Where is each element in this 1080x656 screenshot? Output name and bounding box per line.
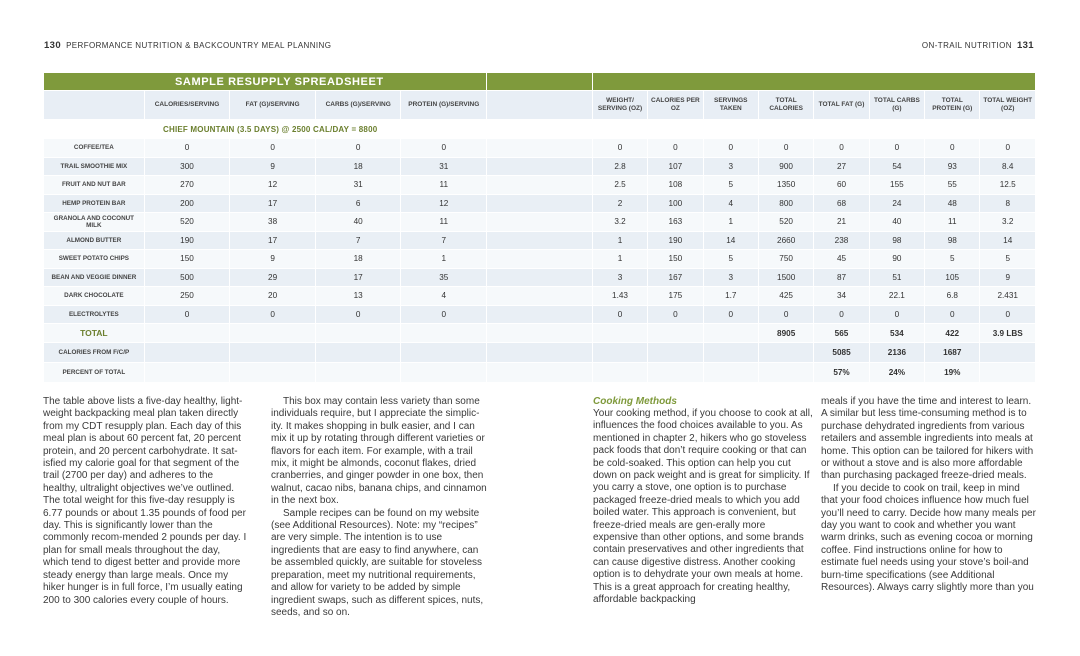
gap-cell <box>487 194 593 213</box>
empty-cell <box>758 343 813 363</box>
total-value-cell: 900 <box>758 157 813 176</box>
gap-cell <box>487 231 593 250</box>
total-value-cell: 0 <box>592 139 647 158</box>
total-value-cell: 2 <box>592 194 647 213</box>
header-total-weight: TOTAL WEIGHT (OZ) <box>980 91 1036 120</box>
total-value-cell: 1.7 <box>703 287 758 306</box>
percent-row <box>44 363 1036 383</box>
gap-cell <box>487 139 593 158</box>
total-value-cell: 107 <box>648 157 703 176</box>
serving-value-cell: 17 <box>315 268 401 287</box>
empty-cell <box>648 324 703 343</box>
total-value-cell: 68 <box>814 194 869 213</box>
total-value-cell: 5 <box>925 250 980 269</box>
total-value-cell: 24 <box>869 194 924 213</box>
serving-value-cell: 35 <box>401 268 487 287</box>
total-value-cell: 0 <box>758 305 813 324</box>
total-value-cell: 87 <box>814 268 869 287</box>
empty-cell <box>144 363 230 383</box>
total-value-cell: 1 <box>592 250 647 269</box>
empty-cell <box>980 363 1036 383</box>
total-protein-value: 422 <box>925 324 980 343</box>
total-value-cell: 2.8 <box>592 157 647 176</box>
serving-value-cell: 11 <box>401 176 487 195</box>
total-value-cell: 5 <box>980 250 1036 269</box>
gap-cell <box>487 287 593 306</box>
body-column-4 <box>821 396 1036 595</box>
total-value-cell: 0 <box>869 139 924 158</box>
total-value-cell: 2.5 <box>592 176 647 195</box>
total-value-cell: 0 <box>980 305 1036 324</box>
total-value-cell: 98 <box>869 231 924 250</box>
total-value-cell: 0 <box>648 139 703 158</box>
food-item-label: ALMOND BUTTER <box>44 231 145 250</box>
total-value-cell: 0 <box>648 305 703 324</box>
column-header-row <box>44 91 1036 120</box>
calories-fcp-row <box>44 343 1036 363</box>
resupply-spreadsheet <box>43 72 1036 383</box>
gap-cell <box>487 250 593 269</box>
body-paragraph: Your cooking method, if you choose to cook at all, influences the food choices available to you. As mentioned in chapter 2, hikers who go stoveless pack foods that don’t require cooking or that can be cold-soaked. This option can help you cut down on pack weight and is great for simplicity. If you carry a stove, one option is to purchase packaged freeze-dried meals to which you add boiled water. This approach is convenient, but freeze-dried meals are gen-erally more expensive than other options, and some brands contain preservatives and other ingredients that can cause digestive distress. Another cooking option is to dehydrate your own meals at home. This is a great approach for creating healthy, affordable backpacking <box>593 408 813 606</box>
total-value-cell: 190 <box>648 231 703 250</box>
empty-cell <box>401 324 487 343</box>
total-value-cell: 155 <box>869 176 924 195</box>
empty-cell <box>980 343 1036 363</box>
body-paragraph: This box may contain less variety than some individuals require, but I appreciate the simplic-ity. It makes shopping in bulk easier, and I can mix it up by rotating through different varieties or flavors for each item. For example, with a trail mix, it might be almonds, coconut flakes, dried cranberries, and ginger powder in one box, then walnut, cacao nibs, banana chips, and cinnamon in the next box. <box>271 396 487 507</box>
serving-value-cell: 0 <box>230 305 316 324</box>
total-value-cell: 175 <box>648 287 703 306</box>
food-item-label: COFFEE/TEA <box>44 139 145 158</box>
body-paragraph: If you decide to cook on trail, keep in mind that your food choices influence how much fuel you’ll need to carry. Decide how many meals per day you want to cook and whether you want warm drinks, such as evening cocoa or morning coffee. Find instructions online for how to estimate fuel needs using your stove’s boil-and burn-time specifications (see Additional Resources). Always carry slightly more than you <box>821 482 1036 594</box>
serving-value-cell: 12 <box>230 176 316 195</box>
table-row <box>44 268 1036 287</box>
percent-fat-value: 57% <box>814 363 869 383</box>
total-value-cell: 12.5 <box>980 176 1036 195</box>
table-row <box>44 250 1036 269</box>
total-value-cell: 6.8 <box>925 287 980 306</box>
total-value-cell: 0 <box>869 305 924 324</box>
gap-cell <box>487 157 593 176</box>
serving-value-cell: 20 <box>230 287 316 306</box>
serving-value-cell: 18 <box>315 250 401 269</box>
empty-cell <box>230 363 316 383</box>
serving-value-cell: 150 <box>144 250 230 269</box>
subheader-gap-cell <box>487 120 593 139</box>
table-row <box>44 176 1036 195</box>
total-value-cell: 1 <box>703 213 758 232</box>
empty-cell <box>487 363 593 383</box>
empty-cell <box>703 324 758 343</box>
total-value-cell: 0 <box>703 139 758 158</box>
table-row <box>44 213 1036 232</box>
empty-cell <box>648 343 703 363</box>
section-heading-cooking-methods: Cooking Methods <box>593 396 677 407</box>
total-value-cell: 163 <box>648 213 703 232</box>
title-right-cell <box>592 73 1035 91</box>
empty-cell <box>315 324 401 343</box>
serving-value-cell: 0 <box>315 305 401 324</box>
total-value-cell: 425 <box>758 287 813 306</box>
gap-cell <box>487 268 593 287</box>
total-value-cell: 22.1 <box>869 287 924 306</box>
total-weight-value: 3.9 LBS <box>980 324 1036 343</box>
serving-value-cell: 190 <box>144 231 230 250</box>
total-value-cell: 2660 <box>758 231 813 250</box>
header-total-fat: TOTAL FAT (G) <box>814 91 869 120</box>
total-value-cell: 1 <box>592 231 647 250</box>
serving-value-cell: 0 <box>401 139 487 158</box>
total-value-cell: 0 <box>925 305 980 324</box>
body-column-1 <box>43 396 248 607</box>
serving-value-cell: 9 <box>230 157 316 176</box>
serving-value-cell: 38 <box>230 213 316 232</box>
total-value-cell: 40 <box>869 213 924 232</box>
total-value-cell: 45 <box>814 250 869 269</box>
total-value-cell: 11 <box>925 213 980 232</box>
gap-cell <box>487 176 593 195</box>
total-value-cell: 54 <box>869 157 924 176</box>
serving-value-cell: 13 <box>315 287 401 306</box>
total-value-cell: 3.2 <box>980 213 1036 232</box>
left-running-header <box>44 40 331 51</box>
table-row <box>44 305 1036 324</box>
total-value-cell: 14 <box>980 231 1036 250</box>
total-row <box>44 324 1036 343</box>
calories-protein-value: 1687 <box>925 343 980 363</box>
header-carbs-serving: CARBS (G)/SERVING <box>315 91 401 120</box>
total-value-cell: 1500 <box>758 268 813 287</box>
body-paragraph: The table above lists a five-day healthy, light-weight backpacking meal plan taken directly from my CDT resupply plan. Each day of this meal plan is about 60 percent fat, 20 percent protein, and 20 percent carbohydrate. It sat-isfied my calorie goal for that segment of the trail (2700 per day) and adheres to the healthy, ultralight objectives we’ve outlined. The total weight for this five-day resupply is 6.77 pounds or about 1.35 pounds of food per day. This is significantly lower than the commonly recom-mended 2 pounds per day. I plan for small meals throughout the day, which tend to digest better and provide more steady energy than large meals. Once my hiker hunger is in full force, I’m usually eating 200 to 300 calories every couple of hours. <box>43 396 247 606</box>
calories-fat-value: 5085 <box>814 343 869 363</box>
total-value-cell: 1350 <box>758 176 813 195</box>
right-running-header <box>922 40 1034 51</box>
total-value-cell: 0 <box>703 305 758 324</box>
table-row <box>44 231 1036 250</box>
total-value-cell: 27 <box>814 157 869 176</box>
serving-value-cell: 31 <box>401 157 487 176</box>
header-gap-cell <box>487 91 593 120</box>
total-value-cell: 93 <box>925 157 980 176</box>
serving-value-cell: 29 <box>230 268 316 287</box>
total-value-cell: 8 <box>980 194 1036 213</box>
serving-value-cell: 9 <box>230 250 316 269</box>
total-value-cell: 98 <box>925 231 980 250</box>
header-calories-serving: CALORIES/SERVING <box>144 91 230 120</box>
serving-value-cell: 500 <box>144 268 230 287</box>
header-total-calories: TOTAL CALORIES <box>758 91 813 120</box>
total-value-cell: 8.4 <box>980 157 1036 176</box>
total-value-cell: 108 <box>648 176 703 195</box>
empty-cell <box>144 343 230 363</box>
total-value-cell: 51 <box>869 268 924 287</box>
percent-label: PERCENT OF TOTAL <box>44 363 145 383</box>
total-value-cell: 0 <box>592 305 647 324</box>
total-value-cell: 0 <box>814 139 869 158</box>
body-paragraph: Sample recipes can be found on my website (see Additional Resources). Note: my “recipes” are very simple. The intention is to use ingredients that are easy to find anywhere, can be assembled quickly, are suitable for stoveless preparation, meet my nutritional requirements, and allow for variety to be added by simple ingredient swaps, such as different spices, nuts, seeds, and so on. <box>271 507 484 618</box>
total-value-cell: 0 <box>980 139 1036 158</box>
serving-value-cell: 18 <box>315 157 401 176</box>
subheader-right-cell <box>592 120 1035 139</box>
empty-cell <box>487 324 593 343</box>
total-value-cell: 34 <box>814 287 869 306</box>
left-page-number: 130 <box>44 40 62 51</box>
serving-value-cell: 12 <box>401 194 487 213</box>
food-item-label: SWEET POTATO CHIPS <box>44 250 145 269</box>
serving-value-cell: 270 <box>144 176 230 195</box>
resupply-subheader: CHIEF MOUNTAIN (3.5 DAYS) @ 2500 CAL/DAY = 8800 <box>44 120 487 139</box>
table-row <box>44 157 1036 176</box>
empty-cell <box>592 324 647 343</box>
empty-cell <box>703 343 758 363</box>
serving-value-cell: 7 <box>315 231 401 250</box>
total-value-cell: 3 <box>592 268 647 287</box>
table-row <box>44 287 1036 306</box>
serving-value-cell: 11 <box>401 213 487 232</box>
serving-value-cell: 0 <box>315 139 401 158</box>
empty-cell <box>703 363 758 383</box>
total-value-cell: 0 <box>758 139 813 158</box>
spreadsheet-title: SAMPLE RESUPPLY SPREADSHEET <box>44 73 487 91</box>
serving-value-cell: 200 <box>144 194 230 213</box>
serving-value-cell: 17 <box>230 231 316 250</box>
empty-cell <box>144 324 230 343</box>
header-servings-taken: SERVINGS TAKEN <box>703 91 758 120</box>
title-gap-cell <box>487 73 593 91</box>
total-value-cell: 48 <box>925 194 980 213</box>
total-value-cell: 238 <box>814 231 869 250</box>
total-value-cell: 3.2 <box>592 213 647 232</box>
food-item-label: ELECTROLYTES <box>44 305 145 324</box>
serving-value-cell: 0 <box>144 139 230 158</box>
empty-cell <box>648 363 703 383</box>
total-value-cell: 5 <box>703 176 758 195</box>
gap-cell <box>487 213 593 232</box>
serving-value-cell: 4 <box>401 287 487 306</box>
total-value-cell: 60 <box>814 176 869 195</box>
header-fat-serving: FAT (G)/SERVING <box>230 91 316 120</box>
total-value-cell: 9 <box>980 268 1036 287</box>
total-value-cell: 520 <box>758 213 813 232</box>
serving-value-cell: 1 <box>401 250 487 269</box>
gap-cell <box>487 305 593 324</box>
body-paragraph: meals if you have the time and interest to learn. A similar but less time-consuming method is to purchase dehydrated ingredients from various retailers and assemble ingredients into meals at home. This option can be tailored for hikers with or without a stove and is also more affordable than purchasing packaged freeze-dried meals. <box>821 396 1034 482</box>
spreadsheet-title-row <box>44 73 1036 91</box>
total-calories-value: 8905 <box>758 324 813 343</box>
subheader-row <box>44 120 1036 139</box>
serving-value-cell: 250 <box>144 287 230 306</box>
food-item-label: DARK CHOCOLATE <box>44 287 145 306</box>
empty-cell <box>230 324 316 343</box>
total-carbs-value: 534 <box>869 324 924 343</box>
body-column-3 <box>593 396 813 607</box>
total-value-cell: 105 <box>925 268 980 287</box>
total-value-cell: 3 <box>703 268 758 287</box>
header-total-protein: TOTAL PROTEIN (G) <box>925 91 980 120</box>
total-value-cell: 90 <box>869 250 924 269</box>
right-page-number: 131 <box>1016 40 1034 51</box>
header-total-carbs: TOTAL CARBS (G) <box>869 91 924 120</box>
right-running-title: ON-TRAIL NUTRITION <box>921 41 1012 50</box>
serving-value-cell: 7 <box>401 231 487 250</box>
total-value-cell: 14 <box>703 231 758 250</box>
body-column-2 <box>271 396 491 619</box>
serving-value-cell: 300 <box>144 157 230 176</box>
header-protein-serving: PROTEIN (G)/SERVING <box>401 91 487 120</box>
empty-cell <box>315 363 401 383</box>
total-value-cell: 167 <box>648 268 703 287</box>
food-item-label: GRANOLA AND COCONUT MILK <box>44 213 145 232</box>
total-value-cell: 21 <box>814 213 869 232</box>
total-value-cell: 1.43 <box>592 287 647 306</box>
serving-value-cell: 0 <box>401 305 487 324</box>
serving-value-cell: 40 <box>315 213 401 232</box>
empty-cell <box>592 363 647 383</box>
total-fat-value: 565 <box>814 324 869 343</box>
serving-value-cell: 0 <box>230 139 316 158</box>
header-weight-serving: WEIGHT/ SERVING (OZ) <box>592 91 647 120</box>
total-value-cell: 100 <box>648 194 703 213</box>
total-value-cell: 3 <box>703 157 758 176</box>
food-item-label: BEAN AND VEGGIE DINNER <box>44 268 145 287</box>
empty-cell <box>487 343 593 363</box>
serving-value-cell: 17 <box>230 194 316 213</box>
serving-value-cell: 6 <box>315 194 401 213</box>
empty-cell <box>758 363 813 383</box>
empty-cell <box>592 343 647 363</box>
total-value-cell: 4 <box>703 194 758 213</box>
serving-value-cell: 31 <box>315 176 401 195</box>
serving-value-cell: 0 <box>144 305 230 324</box>
header-label-cell <box>44 91 145 120</box>
total-value-cell: 750 <box>758 250 813 269</box>
percent-protein-value: 19% <box>925 363 980 383</box>
food-item-label: TRAIL SMOOTHIE MIX <box>44 157 145 176</box>
food-item-label: FRUIT AND NUT BAR <box>44 176 145 195</box>
total-value-cell: 0 <box>925 139 980 158</box>
header-calories-per-oz: CALORIES PER OZ <box>648 91 703 120</box>
table-row <box>44 194 1036 213</box>
table-row <box>44 139 1036 158</box>
calories-fcp-label: CALORIES FROM F/C/P <box>44 343 145 363</box>
empty-cell <box>315 343 401 363</box>
empty-cell <box>401 343 487 363</box>
total-label: TOTAL <box>44 324 145 343</box>
total-value-cell: 5 <box>703 250 758 269</box>
left-running-title: PERFORMANCE NUTRITION & BACKCOUNTRY MEAL PLANNING <box>66 41 332 50</box>
percent-carbs-value: 24% <box>869 363 924 383</box>
total-value-cell: 55 <box>925 176 980 195</box>
empty-cell <box>230 343 316 363</box>
empty-cell <box>401 363 487 383</box>
total-value-cell: 0 <box>814 305 869 324</box>
calories-carbs-value: 2136 <box>869 343 924 363</box>
total-value-cell: 150 <box>648 250 703 269</box>
total-value-cell: 2.431 <box>980 287 1036 306</box>
serving-value-cell: 520 <box>144 213 230 232</box>
food-item-label: HEMP PROTEIN BAR <box>44 194 145 213</box>
total-value-cell: 800 <box>758 194 813 213</box>
